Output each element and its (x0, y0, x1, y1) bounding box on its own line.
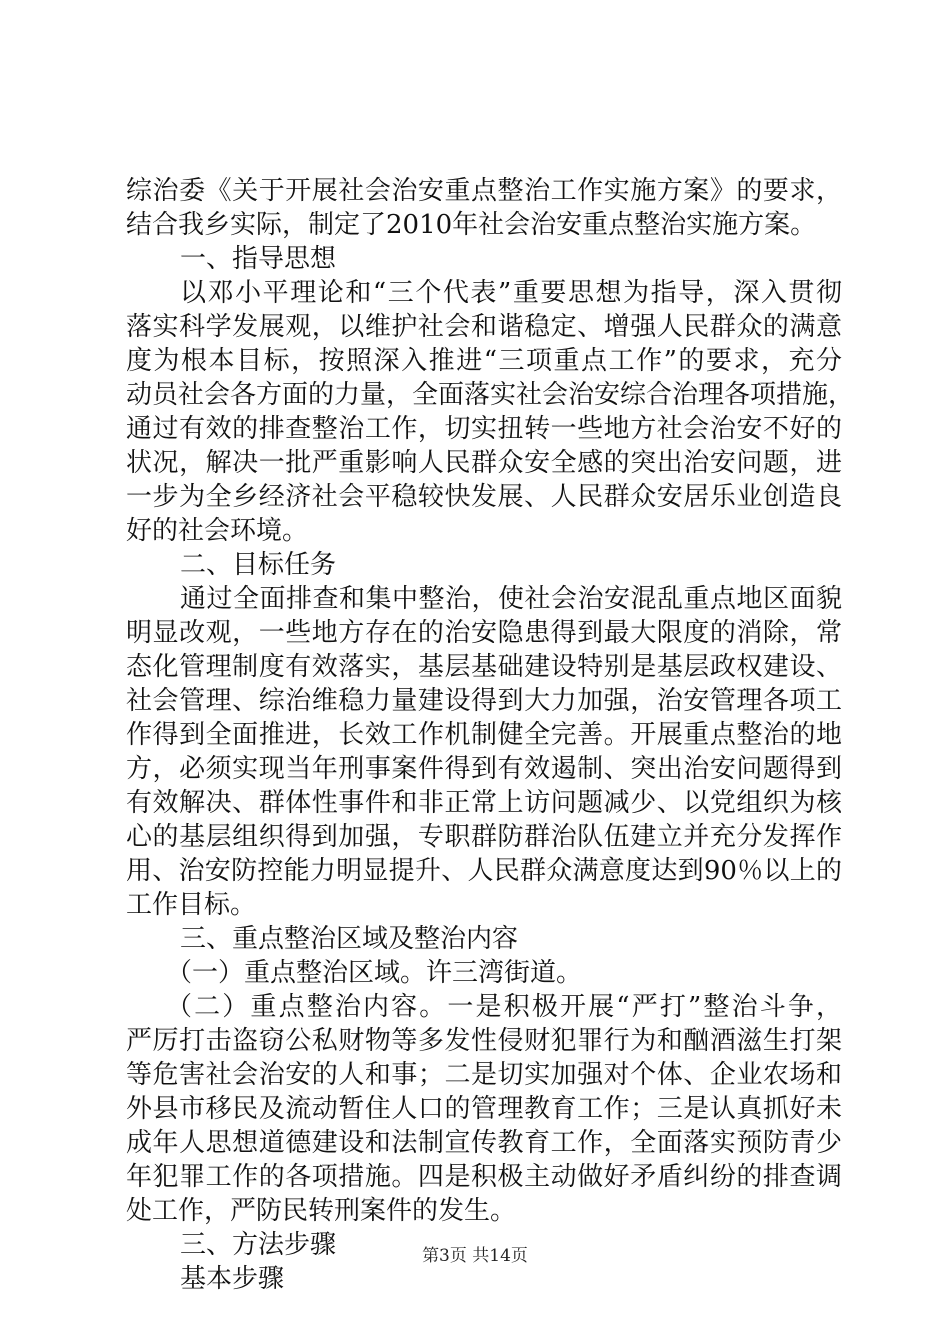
text-line: 度为根本目标，按照深入推进“三项重点工作”的要求，充分 (126, 346, 842, 376)
text-line: 用、治安防控能力明显提升、人民群众满意度达到90％以上的 (126, 856, 842, 886)
text-line: 有效解决、群体性事件和非正常上访问题减少、以党组织为核 (126, 788, 842, 818)
text-line: 综治委《关于开展社会治安重点整治工作实施方案》的要求， (126, 176, 842, 206)
text-line: 二、目标任务 (180, 550, 337, 580)
text-line: 年犯罪工作的各项措施。四是积极主动做好矛盾纠纷的排查调 (126, 1162, 842, 1192)
text-line: 明显改观，一些地方存在的治安隐患得到最大限度的消除，常 (126, 618, 842, 648)
text-line: 结合我乡实际，制定了2010年社会治安重点整治实施方案。 (126, 210, 817, 240)
text-line: 落实科学发展观，以维护社会和谐稳定、增强人民群众的满意 (126, 312, 842, 342)
text-line: 工作目标。 (126, 890, 257, 920)
text-line: 心的基层组织得到加强，专职群防群治队伍建立并充分发挥作 (126, 822, 842, 852)
text-line: 通过全面排查和集中整治，使社会治安混乱重点地区面貌 (180, 584, 842, 614)
document-body (126, 174, 855, 1296)
text-line: 三、重点整治区域及整治内容 (180, 924, 519, 954)
page-footer: 第3页 共14页 (422, 1246, 528, 1266)
text-line: 动员社会各方面的力量，全面落实社会治安综合治理各项措施， (126, 380, 855, 410)
text-line: 严厉打击盗窃公私财物等多发性侵财犯罪行为和酗酒滋生打架 (126, 1026, 842, 1056)
text-line: 基本步骤 (180, 1264, 285, 1294)
text-line: 态化管理制度有效落实，基层基础建设特别是基层政权建设、 (126, 652, 842, 682)
text-line: 方，必须实现当年刑事案件得到有效遏制、突出治安问题得到 (126, 754, 842, 784)
text-line: 作得到全面推进，长效工作机制健全完善。开展重点整治的地 (126, 720, 842, 750)
text-line: 状况，解决一批严重影响人民群众安全感的突出治安问题，进 (126, 448, 842, 478)
text-line: 社会管理、综治维稳力量建设得到大力加强，治安管理各项工 (126, 686, 842, 716)
text-line: 一步为全乡经济社会平稳较快发展、人民群众安居乐业创造良 (126, 482, 842, 512)
text-line: （二）重点整治内容。一是积极开展“严打”整治斗争， (166, 992, 842, 1022)
text-line: 好的社会环境。 (126, 516, 309, 546)
text-line: 成年人思想道德建设和法制宣传教育工作，全面落实预防青少 (126, 1128, 842, 1158)
text-line: 三、方法步骤 (180, 1230, 337, 1260)
text-line: 处工作，严防民转刑案件的发生。 (126, 1196, 517, 1226)
text-line: 等危害社会治安的人和事；二是切实加强对个体、企业农场和 (126, 1060, 842, 1090)
text-line: 以邓小平理论和“三个代表”重要思想为指导，深入贯彻 (180, 278, 842, 308)
text-line: 一、指导思想 (180, 244, 337, 274)
text-line: 通过有效的排查整治工作，切实扭转一些地方社会治安不好的 (126, 414, 842, 444)
text-line: 外县市移民及流动暂住人口的管理教育工作；三是认真抓好未 (126, 1094, 842, 1124)
text-line: （一）重点整治区域。许三湾街道。 (166, 958, 583, 988)
